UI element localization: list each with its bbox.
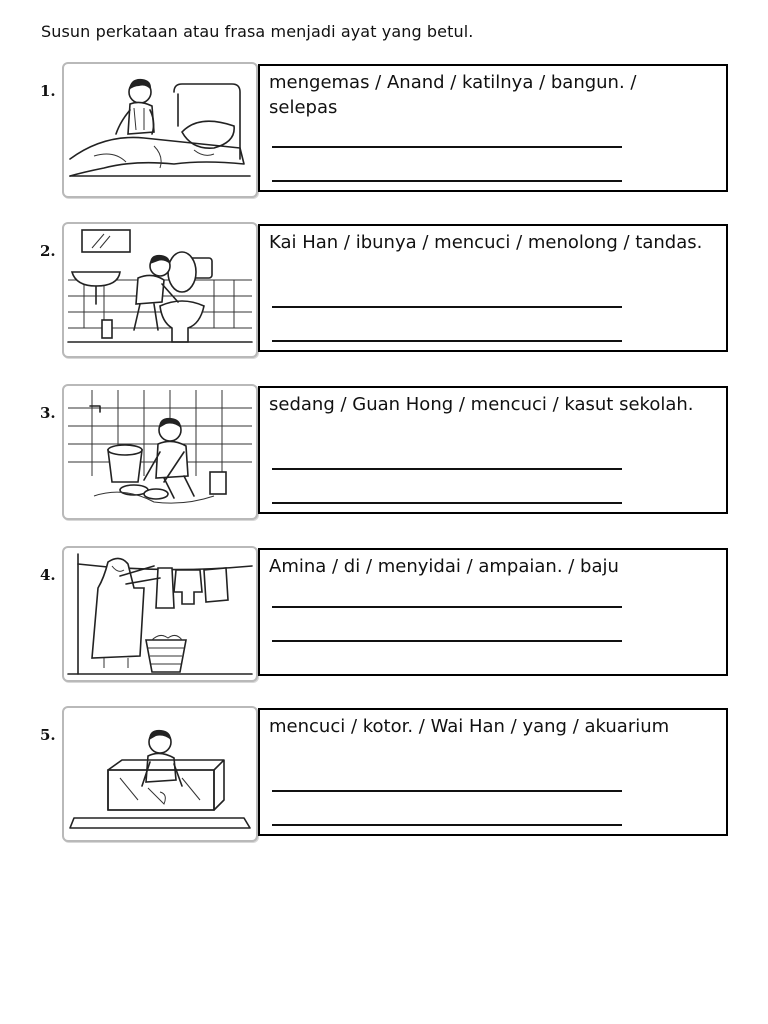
question-5 [0, 706, 768, 846]
answer-box [258, 64, 728, 192]
word-prompt: mengemas / Anand / katilnya / bangun. / selepas [269, 72, 637, 118]
picture-boy-cleaning-aquarium [62, 706, 258, 842]
word-prompt: mencuci / kotor. / Wai Han / yang / akuarium [269, 716, 670, 737]
answer-box [258, 548, 728, 676]
answer-box [258, 708, 728, 836]
answer-line-2[interactable] [272, 640, 622, 642]
question-number: 3. [40, 404, 56, 422]
question-number: 2. [40, 242, 56, 260]
answer-line-1[interactable] [272, 306, 622, 308]
question-number: 1. [40, 82, 56, 100]
answer-line-2[interactable] [272, 502, 622, 504]
answer-box [258, 386, 728, 514]
answer-line-2[interactable] [272, 824, 622, 826]
answer-box [258, 224, 728, 352]
question-1 [0, 62, 768, 202]
answer-line-2[interactable] [272, 180, 622, 182]
question-number: 5. [40, 726, 56, 744]
picture-girl-hanging-clothes [62, 546, 258, 682]
question-2 [0, 222, 768, 362]
answer-line-2[interactable] [272, 340, 622, 342]
picture-boy-washing-shoes [62, 384, 258, 520]
word-prompt: sedang / Guan Hong / mencuci / kasut sekolah. [269, 394, 694, 415]
answer-line-1[interactable] [272, 790, 622, 792]
answer-line-1[interactable] [272, 146, 622, 148]
instruction-text: Susun perkataan atau frasa menjadi ayat yang betul. [41, 22, 474, 41]
question-3 [0, 384, 768, 524]
question-4 [0, 546, 768, 686]
picture-boy-cleaning-toilet [62, 222, 258, 358]
word-prompt: Amina / di / menyidai / ampaian. / baju [269, 556, 619, 577]
word-prompt: Kai Han / ibunya / mencuci / menolong / tandas. [269, 232, 703, 253]
picture-boy-making-bed [62, 62, 258, 198]
answer-line-1[interactable] [272, 606, 622, 608]
answer-line-1[interactable] [272, 468, 622, 470]
question-number: 4. [40, 566, 56, 584]
